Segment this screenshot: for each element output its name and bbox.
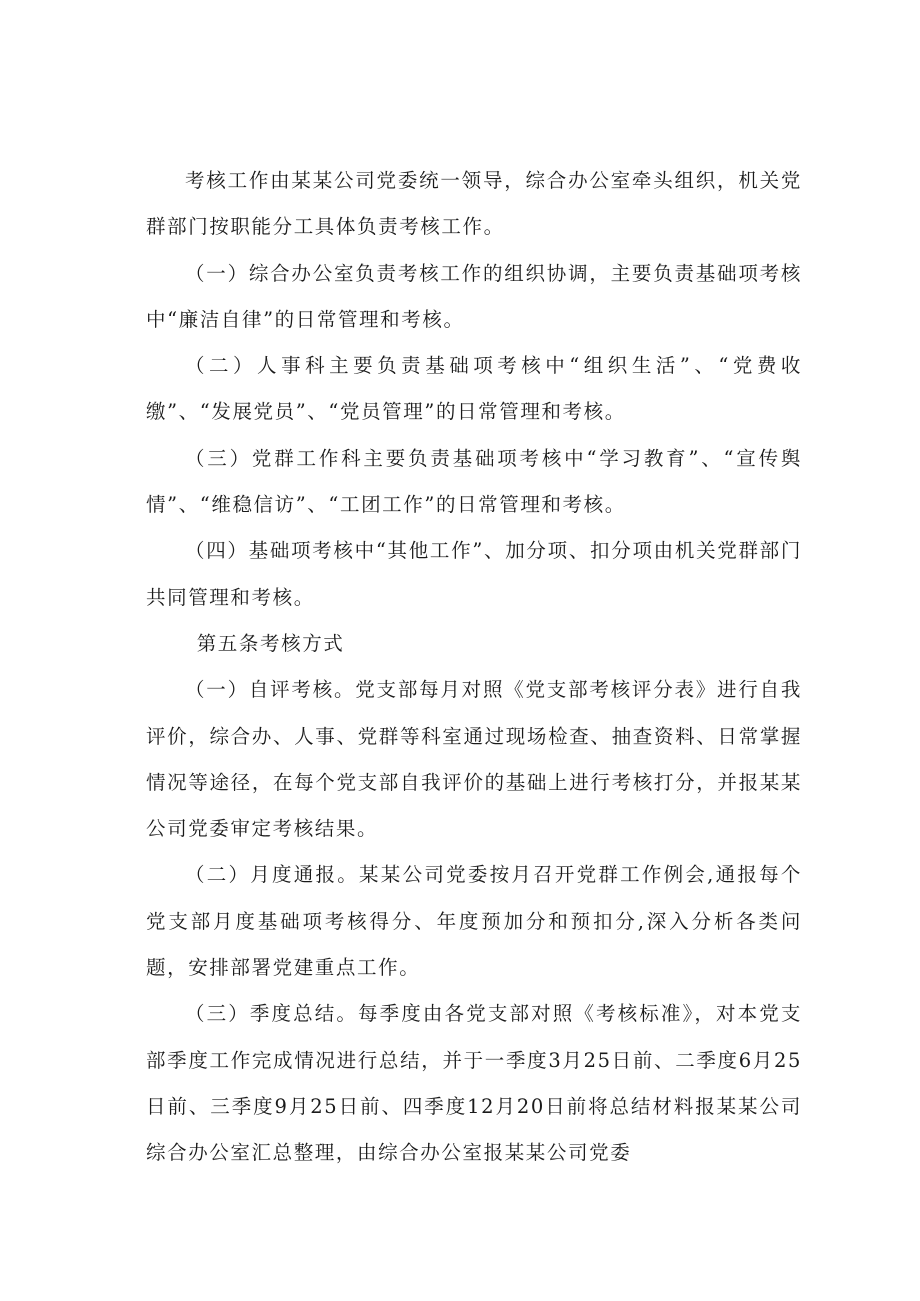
paragraph-party-work-duty: （三）党群工作科主要负责基础项考核中“学习教育”、“宣传舆情”、“维稳信访”、“工团工作”的日常管理和考核。 (146, 446, 802, 517)
paragraph-office-duty: （一）综合办公室负责考核工作的组织协调，主要负责基础项考核中“廉洁自律”的日常管理和考核。 (146, 261, 802, 331)
paragraph-quarterly-summary: （三）季度总结。每季度由各党支部对照《考核标准》，对本党支部季度工作完成情况进行总结，并于一季度3月25日前、二季度6月25日前、三季度9月25日前、四季度12月20日前将总结材料报某某公司综合办公室汇总整理，由综合办公室报某某公司党委 (146, 1002, 802, 1165)
section-heading-article-5: 第五条考核方式 (196, 631, 345, 655)
paragraph-monthly-report: （二）月度通报。某某公司党委按月召开党群工作例会,通报每个党支部月度基础项考核得分、年度预加分和预扣分,深入分析各类问题，安排部署党建重点工作。 (146, 863, 802, 980)
paragraph-shared-duty: （四）基础项考核中“其他工作”、加分项、扣分项由机关党群部门共同管理和考核。 (146, 539, 802, 609)
document-body (146, 158, 802, 1177)
paragraph-self-assessment: （一）自评考核。党支部每月对照《党支部考核评分表》进行自我评价，综合办、人事、党群等科室通过现场检查、抽查资料、日常掌握情况等途径，在每个党支部自我评价的基础上进行考核打分，并报某某公司党委审定考核结果。 (146, 678, 802, 841)
paragraph-leadership: 考核工作由某某公司党委统一领导，综合办公室牵头组织，机关党群部门按职能分工具体负责考核工作。 (146, 169, 802, 239)
paragraph-hr-duty: （二）人事科主要负责基础项考核中“组织生活”、“党费收缴”、“发展党员”、“党员管理”的日常管理和考核。 (146, 354, 802, 424)
